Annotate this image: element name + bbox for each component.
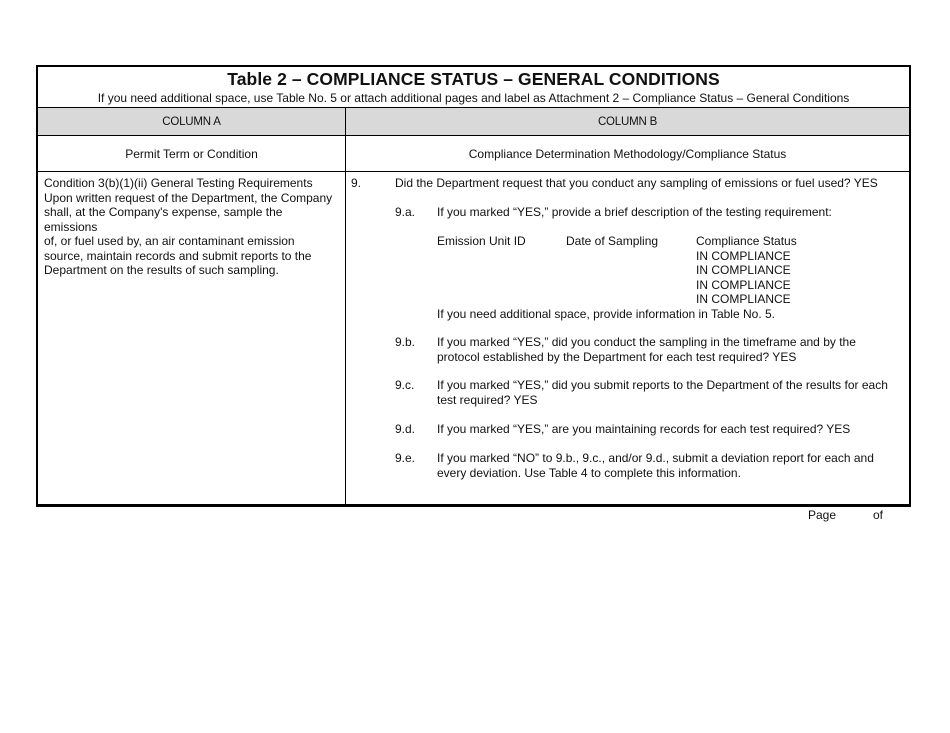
compliance-table <box>36 65 911 507</box>
condition-line: of, or fuel used by, an air contaminant emission <box>44 234 295 248</box>
item-text: If you marked “YES,” did you conduct the sampling in the timeframe and by the <box>437 335 856 349</box>
condition-cell <box>38 172 346 507</box>
table-body-row <box>38 172 909 507</box>
item-text: If you marked “YES,” are you maintaining records for each test required? YES <box>437 422 851 436</box>
table-subtitle: If you need additional space, use Table No. 5 or attach additional pages and label as Attachment 2 – Compliance Status – General Conditions <box>97 91 850 105</box>
compliance-status-header: Compliance Status <box>696 234 797 248</box>
condition-line: Department on the results of such sampling. <box>44 263 279 277</box>
item-text: every deviation. Use Table 4 to complete this information. <box>437 465 741 480</box>
column-b-subheader: Compliance Determination Methodology/Compliance Status <box>468 146 787 161</box>
item-text: If you marked “NO” to 9.b., 9.c., and/or 9.d., submit a deviation report for each and <box>437 451 874 465</box>
column-a-header: COLUMN A <box>38 108 346 135</box>
item-label: 9.a. <box>395 205 416 219</box>
condition-line: Condition 3(b)(1)(ii) General Testing Requirements <box>44 176 313 190</box>
item-text: If you marked “YES,” provide a brief description of the testing requirement: <box>437 205 832 219</box>
condition-line: Upon written request of the Department, the Company <box>44 190 333 205</box>
table-header <box>38 67 909 108</box>
column-a-subheader: Permit Term or Condition <box>38 136 346 171</box>
item-text: test required? YES <box>437 392 538 407</box>
compliance-status-value: IN COMPLIANCE <box>696 248 791 263</box>
item-label: 9.c. <box>395 378 415 392</box>
date-of-sampling-header: Date of Sampling <box>566 234 659 248</box>
compliance-status-value: IN COMPLIANCE <box>696 263 791 277</box>
page-label: Page <box>808 508 837 522</box>
column-subheader-row <box>38 136 909 172</box>
additional-space-note: If you need additional space, provide information in Table No. 5. <box>437 306 775 321</box>
item-label: 9.b. <box>395 335 416 349</box>
emission-unit-id-header: Emission Unit ID <box>437 234 526 248</box>
item-label: 9.d. <box>395 422 416 436</box>
column-b-header: COLUMN B <box>597 115 658 128</box>
compliance-status-value: IN COMPLIANCE <box>696 292 791 306</box>
item-text: protocol established by the Department for each test required? YES <box>437 349 797 364</box>
column-header-row <box>38 108 909 136</box>
item-label: 9.e. <box>395 451 416 465</box>
condition-line: source, maintain records and submit reports to the <box>44 248 312 263</box>
item-text: If you marked “YES,” did you submit reports to the Department of the results for each <box>437 378 888 392</box>
compliance-status-value: IN COMPLIANCE <box>696 277 791 292</box>
table-title: Table 2 – COMPLIANCE STATUS – GENERAL CONDITIONS <box>227 69 720 89</box>
question-number: 9. <box>351 176 362 190</box>
question-text: Did the Department request that you conduct any sampling of emissions or fuel used? YES <box>395 176 878 190</box>
page-of-label: of <box>873 508 884 522</box>
methodology-cell <box>346 172 909 507</box>
condition-line: shall, at the Company's expense, sample the emissions <box>44 205 283 234</box>
